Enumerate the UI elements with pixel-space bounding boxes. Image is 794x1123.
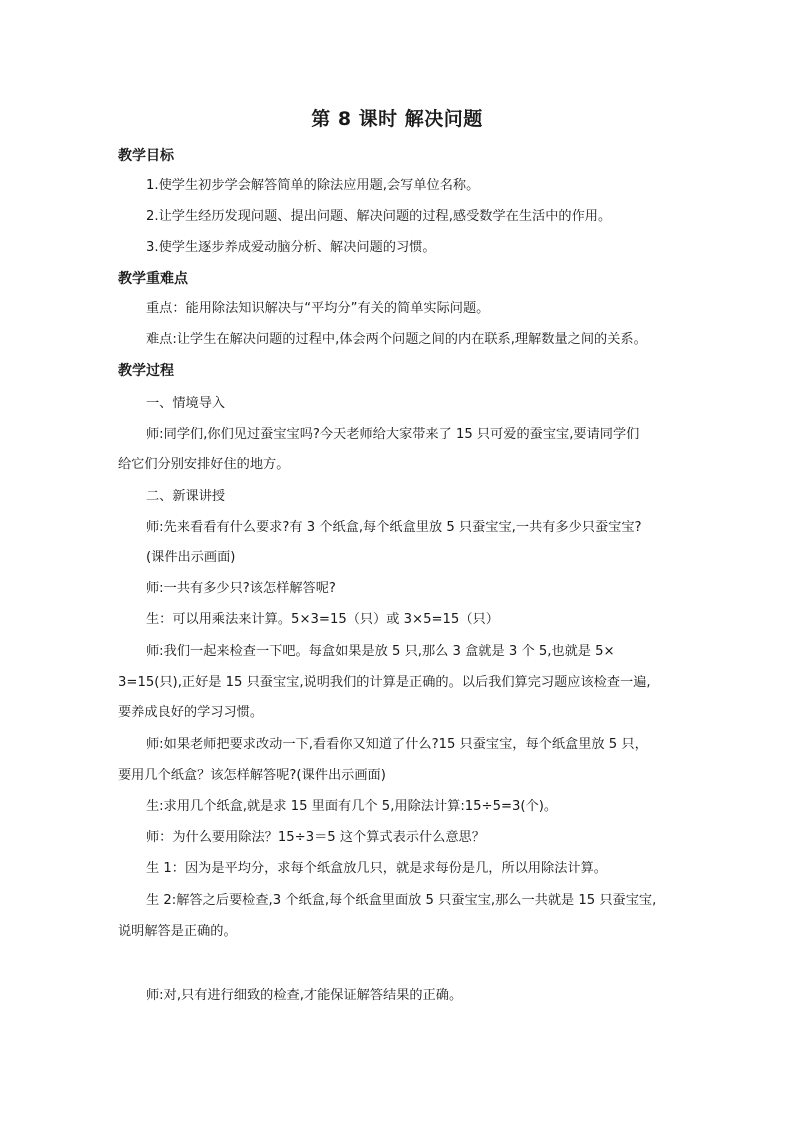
- change-line-2: 要用几个纸盒？该怎样解答呢?(课件出示画面): [118, 768, 386, 783]
- key-heading: 教学重难点: [118, 271, 188, 287]
- check-line-2: 3=15(只),正好是 15 只蚕宝宝,说明我们的计算是正确的。以后我们算完习题应该检查一遍,: [118, 675, 651, 690]
- process-heading: 教学过程: [118, 363, 174, 379]
- question-1: 师:先来看看有什么要求?有 3 个纸盒,每个纸盒里放 5 只蚕宝宝,一共有多少只蚕宝宝?: [146, 520, 642, 535]
- new-lesson-heading: 二、新课讲授: [146, 489, 226, 504]
- answer-2: 生:求用几个纸盒,就是求 15 里面有几个 5,用除法计算:15÷5=3(个)。: [146, 799, 558, 814]
- answer-1: 生：可以用乘法来计算。5×3=15（只）或 3×5=15（只）: [146, 612, 499, 627]
- difficulty-point: 难点:让学生在解决问题的过程中,体会两个问题之间的内在联系,理解数量之间的关系。: [146, 332, 647, 347]
- page-title: 第 8 课时 解决问题: [311, 108, 483, 130]
- question-3: 师：为什么要用除法？15÷3＝5 这个算式表示什么意思？: [146, 830, 485, 845]
- key-point: 重点：能用除法知识解决与“平均分”有关的简单实际问题。: [146, 301, 490, 316]
- goal-item-3: 3.使学生逐步养成爱动脑分析、解决问题的习惯。: [146, 240, 436, 255]
- goals-heading: 教学目标: [118, 148, 174, 164]
- question-2: 师:一共有多少只?该怎样解答呢?: [146, 581, 336, 596]
- intro-heading: 一、情境导入: [146, 396, 226, 411]
- intro-line-2: 给它们分别安排好住的地方。: [118, 457, 290, 472]
- change-line-1: 师:如果老师把要求改动一下,看看你又知道了什么?15 只蚕宝宝，每个纸盒里放 5 只，: [146, 737, 648, 752]
- closing-line: 师:对,只有进行细致的检查,才能保证解答结果的正确。: [146, 988, 463, 1003]
- check-line-3: 要养成良好的学习习惯。: [118, 705, 264, 720]
- answer-4-line-1: 生 2:解答之后要检查,3 个纸盒,每个纸盒里面放 5 只蚕宝宝,那么一共就是 15 只蚕宝宝,: [146, 893, 657, 908]
- check-line-1: 师:我们一起来检查一下吧。每盒如果是放 5 只,那么 3 盒就是 3 个 5,也就是 5×: [146, 644, 615, 659]
- question-1-note: (课件出示画面): [146, 550, 236, 565]
- answer-3: 生 1：因为是平均分，求每个纸盒放几只，就是求每份是几，所以用除法计算。: [146, 861, 607, 876]
- intro-line-1: 师:同学们,你们见过蚕宝宝吗?今天老师给大家带来了 15 只可爱的蚕宝宝,要请同学们: [146, 427, 640, 442]
- goal-item-1: 1.使学生初步学会解答简单的除法应用题,会写单位名称。: [146, 178, 480, 193]
- goal-item-2: 2.让学生经历发现问题、提出问题、解决问题的过程,感受数学在生活中的作用。: [146, 209, 612, 224]
- answer-4-line-2: 说明解答是正确的。: [118, 924, 237, 939]
